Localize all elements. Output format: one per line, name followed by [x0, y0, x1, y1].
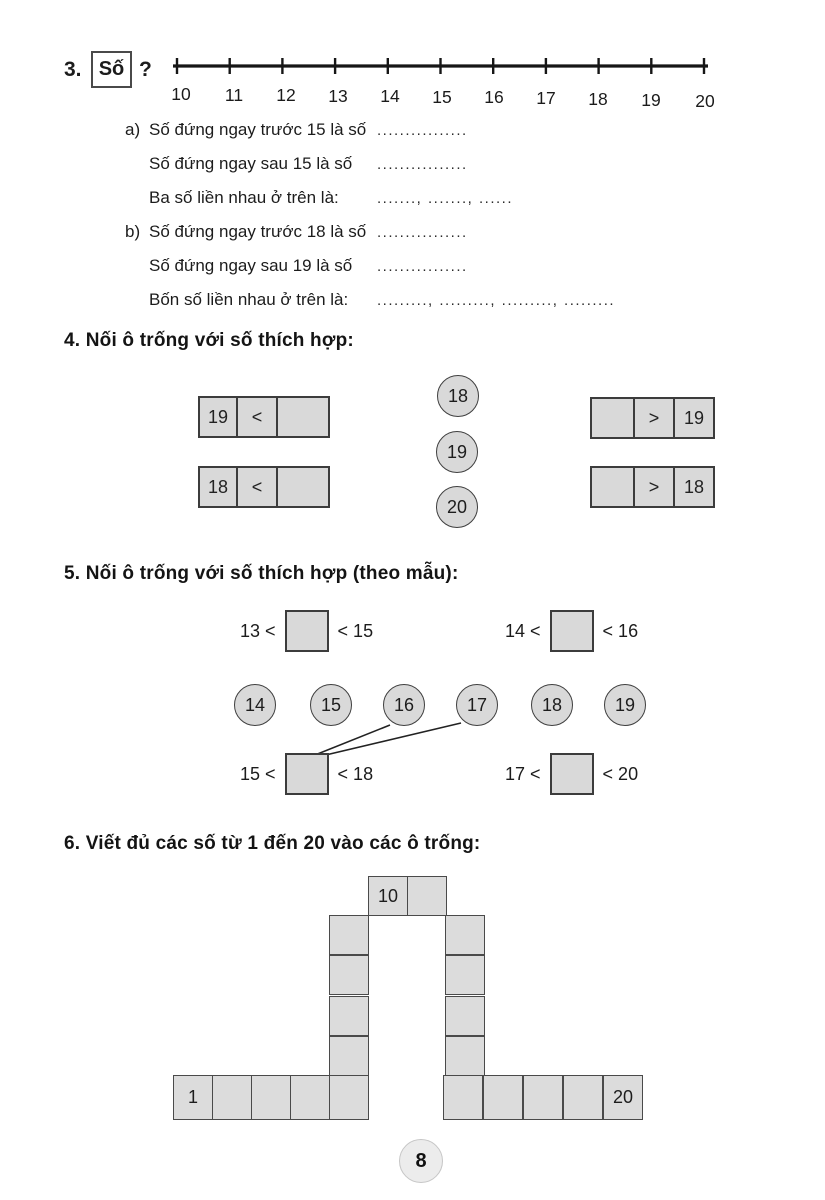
svg-text:14: 14 [380, 86, 400, 106]
svg-text:16: 16 [484, 87, 504, 107]
compare-cell: 18 [673, 468, 713, 506]
compare-cell: 19 [673, 399, 713, 437]
answer-blank: ................ [377, 224, 468, 241]
exercise3-question-mark: ? [139, 58, 152, 81]
so-keyword-box [91, 51, 132, 88]
inequality-left: 14 < [505, 620, 541, 641]
compare-box-greater-18 [590, 466, 715, 508]
number-circle-19: 19 [604, 684, 646, 726]
inequality-right: < 20 [602, 763, 639, 784]
grid-cell-1: 1 [173, 1075, 213, 1120]
inequality-13-15 [240, 610, 373, 652]
svg-text:13: 13 [328, 86, 348, 106]
exercise5-title: 5. Nối ô trống với số thích hợp (theo mẫu): [64, 563, 459, 584]
inequality-blank-box [285, 753, 329, 795]
question-text: Ba số liền nhau ở trên là: [149, 188, 339, 207]
compare-cell: 19 [207, 406, 229, 427]
question-prefix: a) [125, 120, 141, 139]
answer-blank: ........., ........., ........., ......... [377, 292, 616, 309]
question-text: Bốn số liền nhau ở trên là: [149, 290, 349, 309]
question-row [125, 222, 705, 256]
grid-cell-blank [329, 955, 369, 995]
grid-cell-blank [445, 915, 485, 955]
svg-text:15: 15 [432, 87, 452, 107]
exercise4-title: 4. Nối ô trống với số thích hợp: [64, 330, 354, 351]
question-text: Số đứng ngay trước 18 là số [149, 222, 367, 241]
grid-cell-blank [445, 1036, 485, 1076]
svg-text:11: 11 [224, 85, 244, 105]
question-text: Số đứng ngay trước 15 là số [149, 120, 367, 139]
compare-operator: > [633, 468, 673, 506]
number-line-labels [171, 84, 715, 108]
grid-cell-blank [523, 1075, 563, 1120]
compare-blank-cell [592, 399, 633, 437]
number-circle-17: 17 [456, 684, 498, 726]
answer-blank: ................ [377, 258, 468, 275]
number-circle-16: 16 [383, 684, 425, 726]
page-number-badge [399, 1139, 443, 1183]
grid-cell-10: 10 [368, 876, 408, 916]
compare-operator: > [633, 399, 673, 437]
question-row [125, 120, 705, 154]
exercise3-questions [125, 120, 705, 324]
grid-cell-20: 20 [603, 1075, 643, 1120]
grid-cell-blank [329, 1075, 369, 1120]
grid-cell-blank [212, 1075, 252, 1120]
number-circle-15: 15 [310, 684, 352, 726]
grid-cell-blank [443, 1075, 483, 1120]
exercise6-title: 6. Viết đủ các số từ 1 đến 20 vào các ô trống: [64, 833, 481, 854]
inequality-14-16 [505, 610, 638, 652]
inequality-blank-box [550, 610, 594, 652]
inequality-right: < 15 [337, 620, 374, 641]
grid-cell-blank [445, 996, 485, 1036]
inequality-blank-box [285, 610, 329, 652]
question-row [125, 290, 705, 324]
number-circle-18: 18 [531, 684, 573, 726]
number-circle-18: 18 [437, 375, 479, 417]
question-row [125, 154, 705, 188]
question-row [125, 188, 705, 222]
svg-text:10: 10 [171, 84, 191, 104]
grid-cell-blank [483, 1075, 523, 1120]
compare-box-18-less [198, 466, 330, 508]
svg-text:17: 17 [536, 88, 556, 108]
svg-text:20: 20 [695, 91, 715, 108]
answer-blank: ................ [377, 156, 468, 173]
number-line [168, 50, 720, 108]
svg-text:12: 12 [276, 85, 296, 105]
grid-cell-blank [329, 996, 369, 1036]
number-path-grid [173, 874, 645, 1124]
inequality-right: < 16 [602, 620, 639, 641]
question-text: Số đứng ngay sau 15 là số [149, 154, 353, 173]
compare-box-19-less [198, 396, 330, 438]
number-circle-19: 19 [436, 431, 478, 473]
inequality-left: 13 < [240, 620, 276, 641]
grid-cell-blank [407, 876, 447, 916]
compare-blank-cell [276, 398, 328, 436]
grid-cell-blank [329, 915, 369, 955]
compare-operator: < [236, 468, 276, 506]
number-circle-20: 20 [436, 486, 478, 528]
svg-text:18: 18 [588, 89, 608, 108]
inequality-left: 17 < [505, 763, 541, 784]
compare-cell: 18 [207, 476, 229, 497]
question-row [125, 256, 705, 290]
grid-cell-blank [563, 1075, 603, 1120]
grid-cell-blank [445, 955, 485, 995]
compare-blank-cell [276, 468, 328, 506]
compare-operator: < [236, 398, 276, 436]
question-text: Số đứng ngay sau 19 là số [149, 256, 353, 275]
compare-blank-cell [592, 468, 633, 506]
inequality-17-20 [505, 753, 638, 795]
grid-cell-blank [290, 1075, 330, 1120]
exercise3-number: 3. [64, 58, 82, 81]
compare-box-greater-19 [590, 397, 715, 439]
page-number: 8 [415, 1149, 427, 1172]
svg-text:19: 19 [641, 90, 661, 108]
number-circle-14: 14 [234, 684, 276, 726]
inequality-right: < 18 [337, 763, 374, 784]
inequality-15-18 [240, 753, 373, 795]
grid-cell-blank [329, 1036, 369, 1076]
inequality-blank-box [550, 753, 594, 795]
so-keyword: Số [98, 58, 125, 80]
inequality-left: 15 < [240, 763, 276, 784]
question-prefix: b) [125, 222, 141, 241]
answer-blank: ......., ......., ...... [377, 190, 514, 207]
grid-cell-blank [251, 1075, 291, 1120]
answer-blank: ................ [377, 122, 468, 139]
